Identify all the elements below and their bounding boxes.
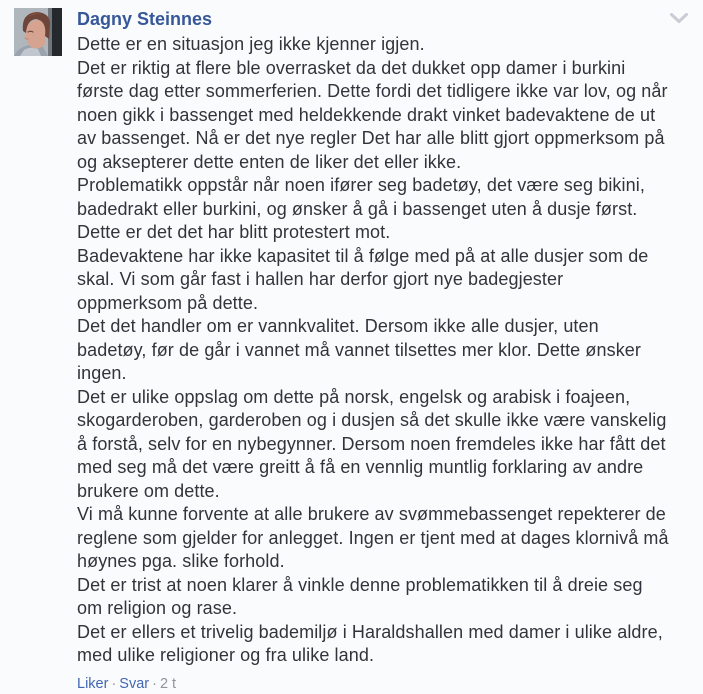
author-name-link[interactable]: Dagny Steinnes [77,9,213,29]
like-button[interactable]: Liker [77,675,109,692]
separator-dot: · [152,675,157,692]
chevron-down-icon [670,13,688,24]
collapse-comment-button[interactable] [669,11,689,27]
comment-action-bar [77,675,671,694]
avatar[interactable] [14,8,62,56]
comment-paragraph: Det det handler om er vannkvalitet. Dersom ikke alle dusjer, uten badetøy, før de går i vannet må vannet tilsettes mer klor. Dette ønsker ingen. [77,316,642,383]
comment-content [77,8,671,694]
comment-paragraph: Problematikk oppstår når noen ifører seg badetøy, det være seg bikini, badedrakt eller burkini, og ønsker å gå i bassenget uten å dusje først. Dette er det det har blitt protestert mot. [77,175,645,242]
profile-photo-avatar [14,8,62,56]
reply-button[interactable]: Svar [119,675,150,692]
comment-paragraph: Det er ellers et trivelig bademiljø i Haraldshallen med damer i ulike aldre, med ulike religioner og fra ulike land. [77,621,663,665]
comment-paragraph: Det er trist at noen klarer å vinkle denne problematikken til å dreie seg om religion og rase. [77,574,643,618]
comment-paragraph: Badevaktene har ikke kapasitet til å følge med på at alle dusjer som de skal. Vi som går fast i hallen har derfor gjort nye badegjester oppmerksom på dette. [77,245,649,313]
timestamp-link[interactable]: 2 t [159,675,177,692]
comment-paragraph: Vi må kunne forvente at alle brukere av svømmebassenget repekterer de reglene som gjelder for anlegget. Ingen er tjent med at dages klornivå må høynes pga. slike forhold. [77,504,669,571]
comment-paragraph: Det er riktig at flere ble overrasket da det dukket opp damer i burkini første dag etter sommerferien. Dette fordi det tidligere ikke var lov, og når noen gikk i bassenget med heldekkende drakt vinket badevaktene de ut av bassenget. Nå er det nye regler Det har alle blitt gjort oppmerksom på og aksepterer dette enten de liker det eller ikke. [77,57,668,172]
comment-paragraph: Det er ulike oppslag om dette på norsk, engelsk og arabisk i foajeen, skogarderoben, garderoben og i dusjen så det skulle ikke være vanskelig å forstå, selv for en nybegynner. Dersom noen fremdeles ikke har fått det med seg må det være greitt å få en vennlig muntlig forklaring av andre brukere om dette. [77,386,667,501]
comment-paragraph: Dette er en situasjon jeg ikke kjenner igjen. [77,34,425,54]
separator-dot: · [111,675,117,692]
comment-text [77,33,671,668]
